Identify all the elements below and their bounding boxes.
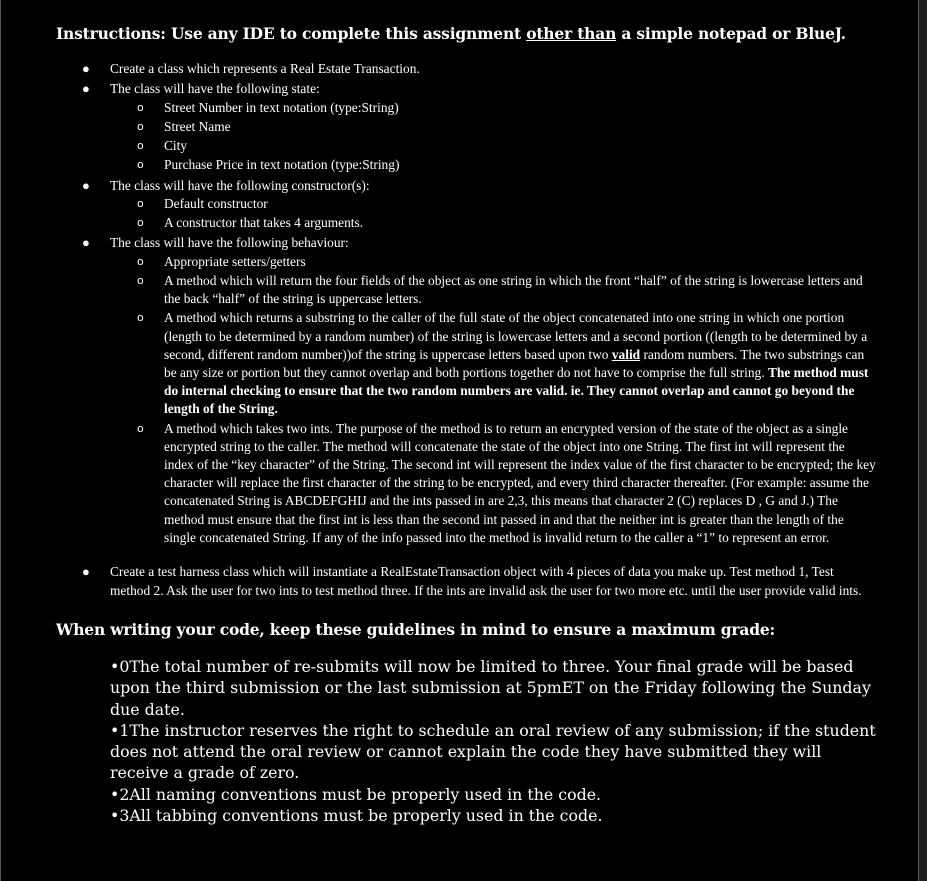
instructions-heading (56, 22, 876, 46)
bullet-icon: ● (82, 564, 90, 580)
sub-item-text: A method which returns a substring to the caller of the full state of the object concatenated into one string in which one portion (length to be determined by a random number) of the string is lowercase letters and a second portion ((length to be determined by a second, different random number))of the string is uppercase letters based upon two (164, 310, 868, 362)
sub-item-text: Appropriate setters/getters (164, 253, 306, 269)
bullet-icon: • (110, 720, 120, 740)
sub-list-item (110, 195, 876, 213)
list-item (56, 177, 876, 233)
sub-list-item (110, 309, 876, 418)
instructions-prefix: Instructions: Use any IDE to complete this assignment (56, 24, 527, 43)
sub-item-text: random numbers. The two substrings can be any size or portion but they cannot overlap and both portions together do not have to comprise the full string. (164, 346, 865, 381)
circle-bullet-icon: o (137, 254, 144, 268)
circle-bullet-icon: o (137, 311, 144, 325)
sub-item-text: A method which takes two ints. The purpose of the method is to return an encrypted version of the state of the object as a single encrypted string to the caller. The method will concatenate the state of the object into one String. The first int will represent the index of the “key character” of the String. The second int will represent the index value of the first character to be encrypted; the key character will replace the first character of the string to be encrypted, and every third character thereafter. (For example: assume the concatenated String is ABCDEFGHIJ and the ints passed in are 2,3, this means that character 2 (C) replaces D , G and J.) The method must ensure that the first int is less than the second int passed in and that the neither int is greater than the length of the single concatenated String. If any of the info passed into the method is invalid return to the caller a “1” to represent an error. (164, 420, 876, 545)
document-content (56, 22, 876, 826)
sub-item-text: Street Name (164, 119, 231, 135)
sub-list-item (110, 253, 876, 271)
sub-item-text: Purchase Price in text notation (type:String) (164, 157, 400, 173)
circle-bullet-icon: o (137, 421, 144, 435)
sub-list-item (110, 137, 876, 155)
bullet-text: The class will have the following state: (110, 81, 320, 97)
list-item (56, 60, 876, 78)
guideline-text: The instructor reserves the right to schedule an oral review of any submission; if the student does not attend the oral review or cannot explain the code they have submitted they will receive a grade of zero. (110, 720, 876, 783)
state-list (110, 99, 876, 175)
sub-list-item (110, 214, 876, 232)
guideline-text: All tabbing conventions must be properly used in the code. (129, 805, 603, 825)
guideline-text: The total number of re-submits will now be limited to three. Your final grade will be based upon the third submission or the last submission at 5pmET on the Friday following the Sunday due date. (110, 656, 871, 719)
constructor-list (110, 195, 876, 232)
bold-requirement: The method must do internal checking to ensure that the two random numbers are valid. ie. They cannot overlap and cannot go beyond the length of the String. (164, 365, 869, 417)
instructions-suffix: a simple notepad or BlueJ. (616, 24, 846, 43)
bullet-text: Create a test harness class which will instantiate a RealEstateTransaction object with 4 pieces of data you make up. Test method 1, Test method 2. Ask the user for two ints to test method three. If the ints are invalid ask the user for two more etc. until the user provide valid ints. (110, 564, 862, 598)
bullet-text: Create a class which represents a Real Estate Transaction. (110, 61, 420, 76)
sub-item-text: A method which will return the four fields of the object as one string in which the front “half” of the string is lowercase letters and the back “half” of the string is uppercase letters. (164, 273, 863, 307)
valid-emphasis: valid (611, 346, 641, 362)
sub-list-item (110, 156, 876, 174)
guideline-number: 2 (119, 784, 130, 804)
circle-bullet-icon: o (137, 100, 144, 114)
sub-item-text: City (164, 138, 188, 154)
circle-bullet-icon: o (137, 216, 144, 230)
assignment-list (56, 60, 876, 600)
bullet-icon: ● (82, 177, 90, 193)
behaviour-list (110, 253, 876, 547)
bullet-text: The class will have the following behaviour: (110, 235, 349, 251)
sub-item-text: Default constructor (164, 196, 268, 212)
circle-bullet-icon: o (137, 120, 144, 134)
sub-list-item (110, 420, 876, 547)
guideline-text: All naming conventions must be properly used in the code. (129, 784, 602, 804)
circle-bullet-icon: o (137, 274, 144, 288)
guideline-item (110, 784, 876, 805)
list-item (56, 234, 876, 547)
bullet-text: The class will have the following constructor(s): (110, 177, 370, 193)
circle-bullet-icon: o (137, 158, 144, 172)
sub-list-item (110, 118, 876, 136)
sub-item-text: A constructor that takes 4 arguments. (164, 215, 364, 231)
guideline-item (110, 805, 876, 826)
bullet-icon: ● (82, 235, 90, 251)
guideline-item (110, 720, 876, 784)
bullet-icon: • (110, 784, 120, 804)
list-item (56, 563, 876, 600)
bullet-icon: • (110, 805, 120, 825)
guideline-item (110, 656, 876, 720)
circle-bullet-icon: o (137, 139, 144, 153)
sub-list-item (110, 272, 876, 308)
guideline-number: 3 (119, 805, 130, 825)
guideline-number: 0 (119, 656, 130, 676)
guidelines-heading: When writing your code, keep these guidelines in mind to ensure a maximum grade: (56, 619, 776, 639)
list-item (56, 80, 876, 174)
bullet-icon: ● (82, 61, 90, 76)
circle-bullet-icon: o (137, 197, 144, 211)
guidelines-list (110, 656, 876, 826)
guideline-number: 1 (119, 720, 130, 740)
sub-item-text: Street Number in text notation (type:String) (164, 99, 399, 115)
bullet-icon: ● (82, 81, 90, 97)
sub-list-item (110, 99, 876, 117)
instructions-underlined: other than (526, 24, 617, 43)
bullet-icon: • (110, 656, 120, 676)
